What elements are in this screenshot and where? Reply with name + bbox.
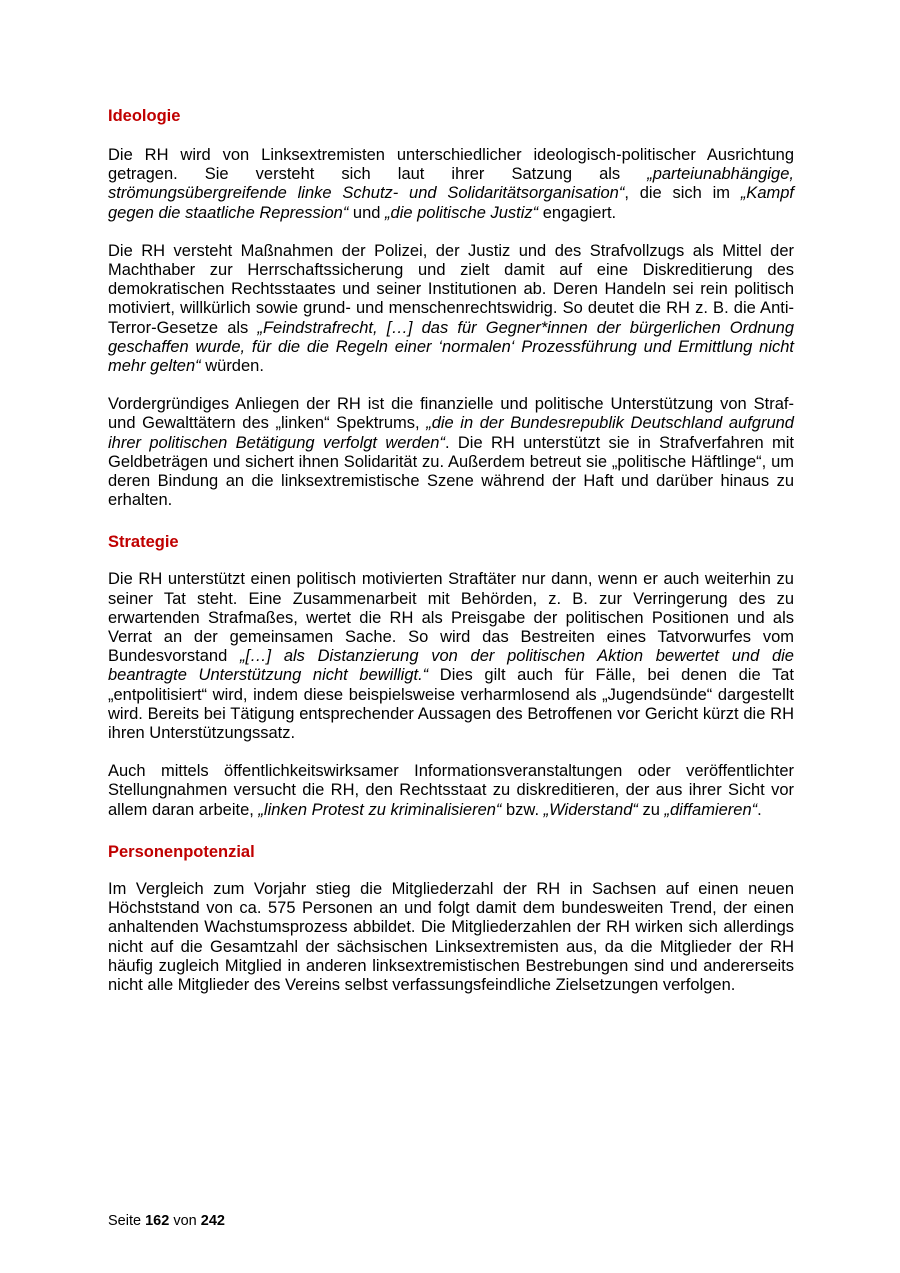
paragraph-strategie-2: Auch mittels öffentlichkeitswirksamer Informationsveranstaltungen oder veröffentlichter Stellungnahmen versucht die RH, den Rechtsstaat zu diskreditieren, der aus ihrer Sicht vor allem daran arbeite, „linken Protest zu kriminalisieren“ bzw. „Widerstand“ zu „diffamieren“. — [108, 762, 794, 819]
total-pages-number: 242 — [200, 1213, 225, 1229]
current-page-number: 162 — [145, 1213, 170, 1229]
footer-prefix: Seite — [108, 1213, 142, 1229]
page-footer — [108, 1211, 225, 1231]
heading-ideologie: Ideologie — [108, 107, 181, 125]
paragraph-personenpotenzial-1: Im Vergleich zum Vorjahr stieg die Mitgliederzahl der RH in Sachsen auf einen neuen Höchststand von ca. 575 Personen an und folgt damit dem bundesweiten Trend, der einen anhaltenden Wachstumsprozess abbildet. Die Mitgliederzahlen der RH wirken sich allerdings nicht auf die Gesamtzahl der sächsischen Linksextremisten aus, da die Mitglieder der RH häufig zugleich Mitglied in anderen linksextremistischen Bestrebungen sind und andererseits nicht alle Mitglieder des Vereins selbst verfassungsfeindliche Zielsetzungen verfolgen. — [108, 879, 794, 994]
paragraph-strategie-1: Die RH unterstützt einen politisch motivierten Straftäter nur dann, wenn er auch weiterhin zu seiner Tat steht. Eine Zusammenarbeit mit Behörden, z. B. zur Verringerung des zu erwartenden Strafmaßes, wertet die RH als Preisgabe der politischen Positionen und als Verrat an der gemeinsamen Sache. So wird das Bestreiten eines Tatvorwurfes vom Bundesvorstand „[…] als Distanzierung von der politischen Aktion bewertet und die beantragte Unterstützung nicht bewilligt.“ Dies gilt auch für Fälle, bei denen die Tat „entpolitisiert“ wird, indem diese beispielsweise verharmlosend als „Jugendsünde“ dargestellt wird. Bereits bei Tätigung entsprechender Aussagen des Betroffenen vor Gericht kürzt die RH ihren Unterstützungssatz. — [108, 570, 794, 743]
heading-personenpotenzial: Personenpotenzial — [108, 842, 255, 861]
paragraph-ideologie-3: Vordergründiges Anliegen der RH ist die finanzielle und politische Unterstützung von Straf- und Gewalttätern des „linken“ Spektrums, „die in der Bundesrepublik Deutschland aufgrund ihrer politischen Betätigung verfolgt werden“. Die RH unterstützt sie in Strafverfahren mit Geldbeträgen und sichert ihnen Solidarität zu. Außerdem betreut sie „politische Häftlinge“, um deren Bindung an die linksextremistische Szene während der Haft und darüber hinaus zu erhalten. — [108, 395, 795, 510]
footer-separator: von — [173, 1213, 197, 1229]
heading-strategie: Strategie — [108, 533, 179, 552]
document-body — [108, 104, 794, 995]
paragraph-ideologie-1: Die RH wird von Linksextremisten unterschiedlicher ideologisch-politischer Ausrichtung getragen. Sie versteht sich laut ihrer Satzung als „parteiunabhängige, strömungsübergreifende linke Schutz- und Solidaritätsorganisation“, die sich im „Kampf gegen die staatliche Repression“ und „die politische Justiz“ engagiert. — [108, 146, 794, 222]
paragraph-ideologie-2: Die RH versteht Maßnahmen der Polizei, der Justiz und des Strafvollzugs als Mittel der Machthaber zur Herrschaftssicherung und zielt damit auf eine Diskreditierung des demokratischen Rechtsstaates und seiner Institutionen ab. Deren Handeln sei rein politisch motiviert, willkürlich sowie grund- und menschenrechtswidrig. So deutet die RH z. B. die Anti-Terror-Gesetze als „Feindstrafrecht, […] das für Gegner*innen der bürgerlichen Ordnung geschaffen wurde, für die die Regeln einer ‘normalen‘ Prozessführung und Ermittlung nicht mehr gelten“ würden. — [108, 241, 794, 376]
